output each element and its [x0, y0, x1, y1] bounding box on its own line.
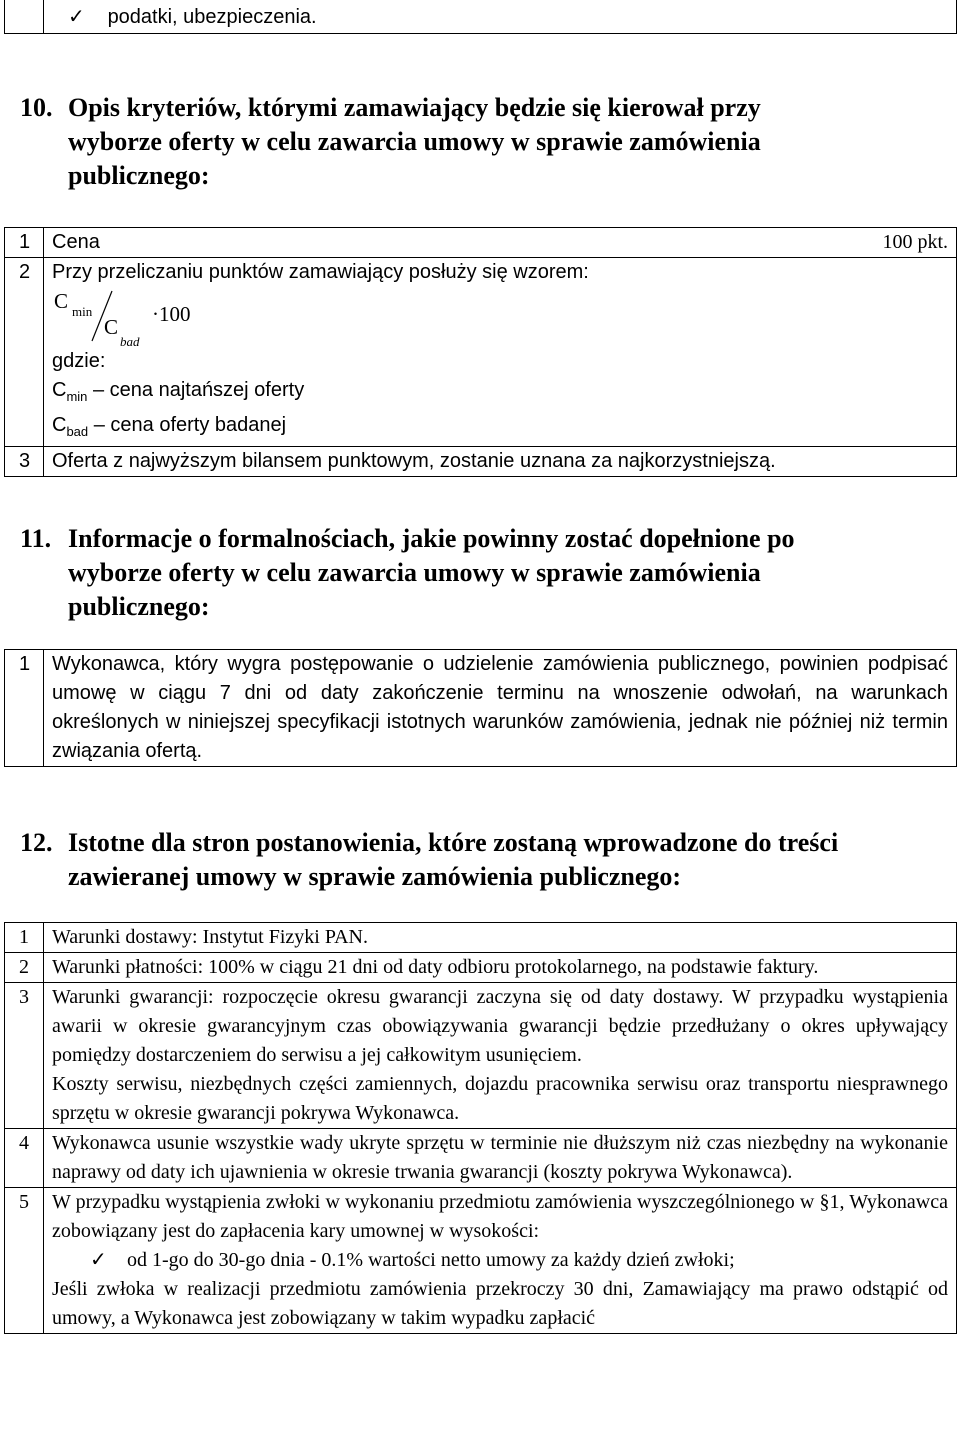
checkmark-icon: ✓ — [90, 1249, 107, 1271]
row-number: 1 — [5, 650, 44, 767]
heading-line: Informacje o formalnościach, jakie powinny zostać dopełnione po — [68, 524, 795, 553]
table-row — [5, 650, 957, 767]
row-text-cell — [44, 0, 957, 34]
formula-intro: Przy przeliczaniu punktów zamawiający posłuży się wzorem: — [52, 261, 589, 283]
heading-line: wyborze oferty w celu zawarcia umowy w sprawie zamówienia — [68, 127, 761, 156]
table-row — [5, 953, 957, 983]
heading-line: publicznego: — [68, 161, 210, 190]
row-text: Wykonawca usunie wszystkie wady ukryte sprzętu w terminie nie dłuższym niż czas niezbędny na wykonanie naprawy od daty ich ujawnienia w okresie trwania gwarancji (koszty pokrywa Wykonawca). — [44, 1129, 957, 1188]
criterion-label: Cena — [52, 231, 100, 253]
heading-line: zawieranej umowy w sprawie zamówienia publicznego: — [68, 862, 682, 891]
heading-line: wyborze oferty w celu zawarcia umowy w sprawie zamówienia — [68, 558, 761, 587]
row-number: 3 — [5, 983, 44, 1129]
row-number: 4 — [5, 1129, 44, 1188]
formula-symbol: C — [54, 289, 69, 313]
row-text-cell — [44, 983, 957, 1129]
table-row — [5, 447, 957, 477]
row-text: podatki, ubezpieczenia. — [107, 6, 317, 28]
row-text: Warunki dostawy: Instytut Fizyki PAN. — [44, 923, 957, 953]
cbad-definition: $C_{bad}$ – cena oferty badanej — [52, 414, 287, 439]
criterion-value: 100 pkt. — [882, 231, 948, 253]
row-text-cell — [44, 1188, 957, 1334]
where-label: gdzie: — [52, 350, 106, 372]
formula-subscript: bad — [120, 334, 140, 349]
section-number: 11. — [20, 524, 52, 553]
formula-symbol: C — [104, 315, 119, 339]
row-text: Warunki płatności: 100% w ciągu 21 dni od daty odbioru protokolarnego, na podstawie faktury. — [44, 953, 957, 983]
price-formula — [52, 287, 948, 347]
table-row — [5, 1188, 957, 1334]
formula-subscript: min — [72, 304, 93, 319]
row-text-cell — [44, 228, 957, 258]
service-costs-text: Koszty serwisu, niezbędnych części zamiennych, dojazdu pracownika serwisu oraz transportu niesprawnego sprzętu w okresie gwarancji pokrywa Wykonawca. — [52, 1073, 948, 1124]
section-number: 10. — [20, 93, 53, 122]
section-10-heading — [20, 91, 955, 193]
row-text: Wykonawca, który wygra postępowanie o udzielenie zamówienia publicznego, powinien podpisać umowę w ciągu 7 dni od daty zakończenie terminu na wnoszenie odwołań, na warunkach określonych w niniejszej specyfikacji istotnych warunków zamówienia, jednak nie później niż termin związania ofertą. — [44, 650, 957, 767]
cmin-definition: $C_{min}$ – cena najtańszej oferty — [52, 379, 305, 404]
row-number: 3 — [5, 447, 44, 477]
heading-line: Opis kryteriów, którymi zamawiający będzie się kierował przy — [68, 93, 761, 122]
section-12-heading — [20, 826, 955, 894]
contract-terms-table — [4, 922, 957, 1334]
section-number: 12. — [20, 828, 53, 857]
warranty-text: Warunki gwarancji: rozpoczęcie okresu gwarancji zaczyna się od daty dostawy. W przypadku wystąpienia awarii w okresie gwarancyjnym czas obowiązywania gwarancji będzie przedłużany o okres upływający pomiędzy dostarczeniem do serwisu a jej całkowitym usunięciem. — [52, 986, 948, 1066]
formalities-table — [4, 649, 957, 767]
heading-line: Istotne dla stron postanowienia, które zostaną wprowadzone do treści — [68, 828, 839, 857]
checkmark-icon: ✓ — [68, 6, 85, 28]
penalty-text: W przypadku wystąpienia zwłoki w wykonaniu przedmiotu zamówienia wyszczególnionego w §1, Wykonawca zobowiązany jest do zapłacenia kary umownej w wysokości: — [52, 1191, 948, 1242]
table-row — [5, 228, 957, 258]
row-number: 1 — [5, 923, 44, 953]
penalty-bullet — [52, 1246, 948, 1275]
withdrawal-text: Jeśli zwłoka w realizacji przedmiotu zamówienia przekroczy 30 dni, Zamawiający ma prawo odstąpić od umowy, a Wykonawca jest zobowiązany w takim wypadku zapłacić — [52, 1278, 948, 1329]
table-row — [5, 983, 957, 1129]
section-11-heading — [20, 522, 955, 624]
bullet-text: od 1-go do 30-go dnia - 0.1% wartości netto umowy za każdy dzień zwłoki; — [127, 1249, 735, 1271]
row-text-cell — [44, 258, 957, 447]
top-table — [4, 0, 957, 34]
formula-multiplier: ·100 — [152, 302, 191, 326]
table-row — [5, 258, 957, 447]
row-number: 1 — [5, 228, 44, 258]
row-text: Oferta z najwyższym bilansem punktowym, zostanie uznana za najkorzystniejszą. — [44, 447, 957, 477]
row-number: 5 — [5, 1188, 44, 1334]
row-number-cell — [5, 0, 44, 34]
table-row — [5, 923, 957, 953]
heading-line: publicznego: — [68, 592, 210, 621]
row-number: 2 — [5, 953, 44, 983]
table-row — [5, 0, 957, 34]
row-number: 2 — [5, 258, 44, 447]
table-row — [5, 1129, 957, 1188]
criteria-table — [4, 227, 957, 477]
